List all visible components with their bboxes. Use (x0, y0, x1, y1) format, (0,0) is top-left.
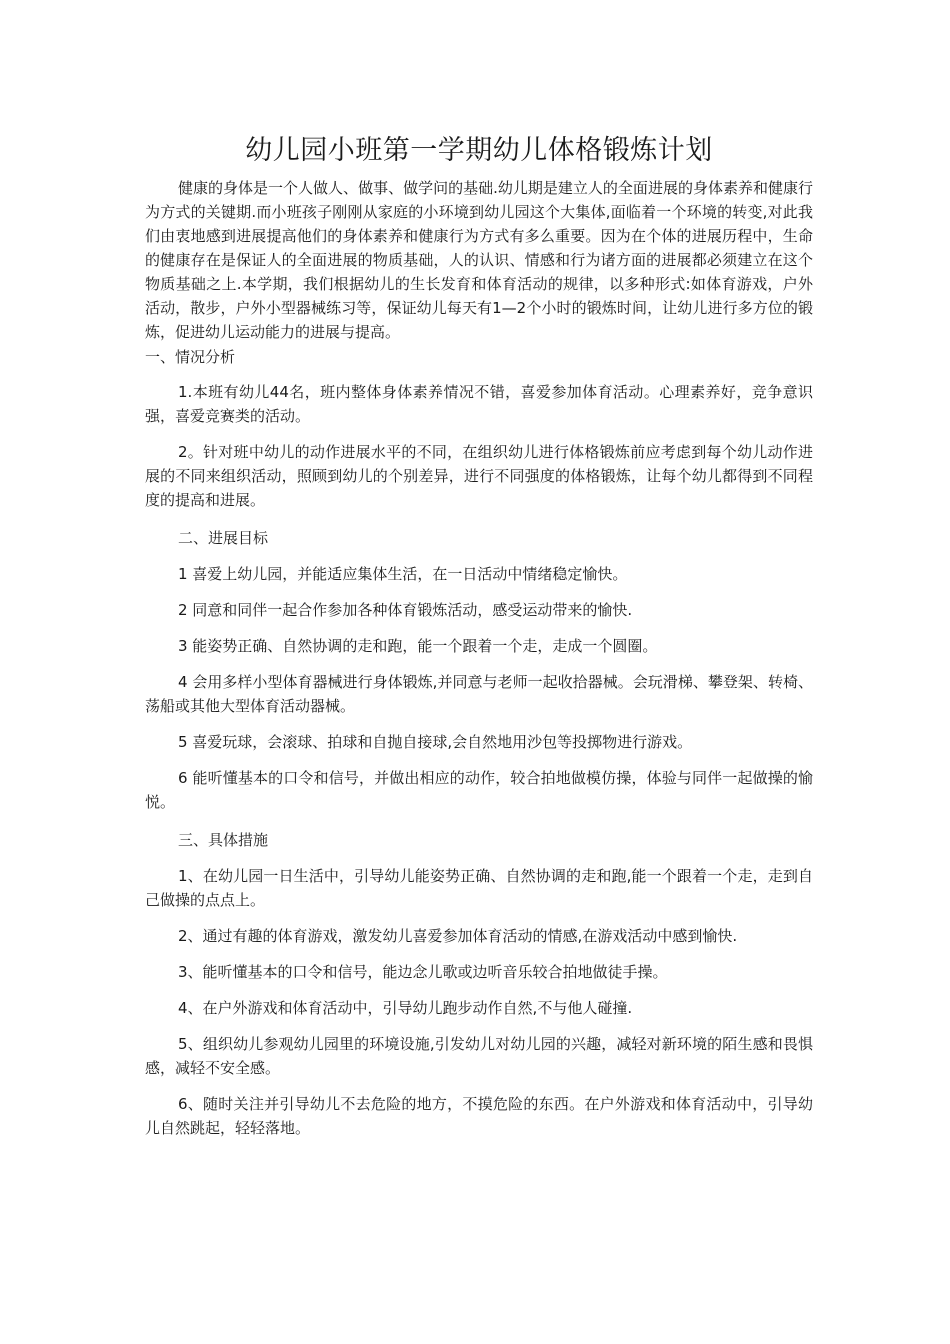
measure-item: 4、在户外游戏和体育活动中，引导幼儿跑步动作自然,不与他人碰撞. (178, 999, 633, 1017)
section-heading-measures: 三、具体措施 (178, 831, 269, 849)
section-heading-situation: 一、情况分析 (145, 348, 236, 366)
measure-item: 3、能听懂基本的口令和信号，能边念儿歌或边听音乐较合拍地做徒手操。 (178, 963, 668, 981)
document-body (145, 132, 813, 1140)
goal-item: 2 同意和同伴一起合作参加各种体育锻炼活动，感受运动带来的愉快. (178, 601, 633, 619)
goal-item: 3 能姿势正确、自然协调的走和跑，能一个跟着一个走，走成一个圆圈。 (178, 637, 658, 655)
section-heading-goals: 二、进展目标 (178, 529, 269, 547)
goal-item: 5 喜爱玩球，会滚球、拍球和自抛自接球,会自然地用沙包等投掷物进行游戏。 (178, 733, 693, 751)
goal-item: 6 能听懂基本的口令和信号，并做出相应的动作，较合拍地做模仿操，体验与同伴一起做操的愉悦。 (145, 769, 813, 811)
measure-item: 5、组织幼儿参观幼儿园里的环境设施,引发幼儿对幼儿园的兴趣，减轻对新环境的陌生感和畏惧感，减轻不安全感。 (145, 1035, 813, 1077)
goal-item: 4 会用多样小型体育器械进行身体锻炼,并同意与老师一起收拾器械。会玩滑梯、攀登架、转椅、荡船或其他大型体育活动器械。 (145, 673, 813, 715)
measure-item: 2、通过有趣的体育游戏，激发幼儿喜爱参加体育活动的情感,在游戏活动中感到愉快. (178, 927, 738, 945)
measure-item: 6、随时关注并引导幼儿不去危险的地方，不摸危险的东西。在户外游戏和体育活动中，引导幼儿自然跳起，轻轻落地。 (145, 1095, 813, 1137)
goal-item: 1 喜爱上幼儿园，并能适应集体生活，在一日活动中情绪稳定愉快。 (178, 565, 628, 583)
document-title: 幼儿园小班第一学期幼儿体格锻炼计划 (245, 135, 713, 166)
measure-item: 1、在幼儿园一日生活中，引导幼儿能姿势正确、自然协调的走和跑,能一个跟着一个走，走到自己做操的点点上。 (145, 867, 813, 909)
situation-item: 2。针对班中幼儿的动作进展水平的不同，在组织幼儿进行体格锻炼前应考虑到每个幼儿动作进展的不同来组织活动，照顾到幼儿的个别差异，进行不同强度的体格锻炼，让每个幼儿都得到不同程度的提高和进展。 (145, 443, 813, 509)
situation-item: 1.本班有幼儿44名，班内整体身体素养情况不错，喜爱参加体育活动。心理素养好，竞争意识强，喜爱竞赛类的活动。 (145, 383, 813, 425)
intro-paragraph: 健康的身体是一个人做人、做事、做学问的基础.幼儿期是建立人的全面进展的身体素养和健康行为方式的关键期.而小班孩子刚刚从家庭的小环境到幼儿园这个大集体,面临着一个环境的转变,对此我们由衷地感到进展提高他们的身体素养和健康行为方式有多么重要。因为在个体的进展历程中，生命的健康存在是保证人的全面进展的物质基础，人的认识、情感和行为诸方面的进展都必须建立在这个物质基础之上.本学期，我们根据幼儿的生长发育和体育活动的规律，以多种形式:如体育游戏，户外活动，散步，户外小型器械练习等，保证幼儿每天有1—2个小时的锻炼时间，让幼儿进行多方位的锻炼，促进幼儿运动能力的进展与提高。 (145, 179, 813, 341)
